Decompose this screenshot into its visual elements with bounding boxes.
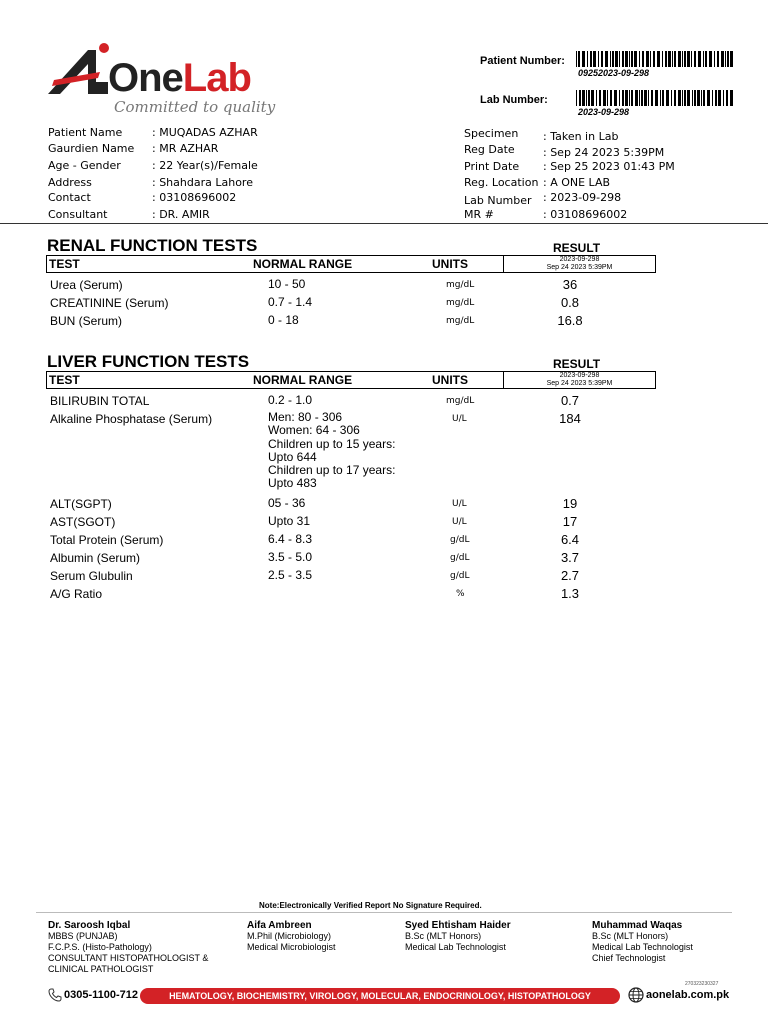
result-value: 184 (559, 411, 581, 426)
barcode-bar (607, 90, 608, 106)
barcode-bar (601, 51, 603, 67)
signatory-name: Muhammad Waqas (592, 920, 683, 931)
unit: g/dL (450, 535, 470, 545)
barcode-bar (709, 51, 712, 67)
test-name: CREATININE (Serum) (50, 296, 169, 310)
phone-icon (48, 988, 62, 1002)
barcode-bar (576, 90, 577, 106)
info-value: : 2023-09-298 (543, 191, 622, 204)
barcode-bar (672, 51, 673, 67)
barcode-bar (730, 51, 733, 67)
barcode-bar (714, 51, 715, 67)
info-label: Patient Name (48, 126, 123, 139)
test-name: BILIRUBIN TOTAL (50, 394, 150, 408)
result-id: 2023-09-298 (559, 256, 600, 263)
result-column-box (503, 255, 656, 273)
barcode-bar (684, 90, 686, 106)
test-name: AST(SGOT) (50, 515, 116, 529)
barcode-bar (660, 90, 661, 106)
barcode-bar (651, 90, 653, 106)
info-label: Age - Gender (48, 159, 121, 172)
info-value: : Sep 24 2023 5:39PM (543, 146, 665, 159)
barcode-bar (668, 51, 671, 67)
signatory-line: B.Sc (MLT Honors) (405, 931, 482, 941)
patient-barcode (576, 51, 734, 67)
range-line: Women: 64 - 306 (268, 423, 360, 438)
barcode-bar (631, 90, 633, 106)
result-date: Sep 24 2023 5:39PM (546, 380, 613, 387)
signatory-line: CLINICAL PATHOLOGIST (48, 964, 154, 974)
info-label: Reg. Location (464, 176, 539, 189)
col-normal-range: NORMAL RANGE (253, 257, 353, 271)
test-name: ALT(SGPT) (50, 497, 112, 511)
normal-range: 05 - 36 (268, 496, 306, 510)
barcode-bar (596, 90, 597, 106)
barcode-bar (644, 90, 647, 106)
unit: mg/dL (446, 316, 475, 326)
barcode-bar (665, 51, 667, 67)
barcode-bar (662, 90, 664, 106)
logo (44, 42, 284, 122)
barcode-bar (682, 90, 683, 106)
normal-range (268, 411, 395, 491)
normal-range: 0.2 - 1.0 (268, 393, 313, 407)
barcode-bar (598, 51, 599, 67)
renal-section-title: RENAL FUNCTION TESTS (47, 236, 258, 255)
info-label: Specimen (464, 127, 519, 140)
signatory (592, 920, 693, 964)
barcode-bar (629, 90, 630, 106)
info-value: : DR. AMIR (152, 208, 210, 221)
col-test: TEST (49, 257, 80, 271)
unit: mg/dL (446, 280, 475, 290)
barcode-bar (674, 51, 676, 67)
result-value: 2.7 (560, 568, 580, 583)
barcode-bar (687, 51, 690, 67)
unit: mg/dL (446, 298, 475, 308)
logo-brand (108, 56, 251, 101)
barcode-bar (586, 90, 587, 106)
barcode-bar (712, 90, 713, 106)
signatory-name: Syed Ehtisham Haider (405, 920, 511, 931)
signatory-line: F.C.P.S. (Histo-Pathology) (48, 942, 152, 952)
barcode-bar (599, 90, 601, 106)
normal-range: 6.4 - 8.3 (268, 532, 313, 546)
result-date: Sep 24 2023 5:39PM (546, 264, 613, 271)
barcode-bar (576, 51, 577, 67)
signatory-line: CONSULTANT HISTOPATHOLOGIST & (48, 953, 209, 963)
barcode-bar (591, 90, 594, 106)
range-line: Upto 644 (268, 449, 317, 464)
info-label: Lab Number (464, 194, 532, 207)
barcode-bar (730, 90, 733, 106)
barcode-bar (631, 51, 633, 67)
barcode-bar (648, 90, 649, 106)
normal-range: 0.7 - 1.4 (268, 295, 313, 309)
col-units: UNITS (432, 257, 468, 271)
info-label: MR # (464, 208, 494, 221)
barcode-bar (705, 51, 707, 67)
unit: U/L (452, 517, 467, 527)
range-line: Children up to 17 years: (268, 463, 396, 478)
col-units: UNITS (432, 373, 468, 387)
barcode-bar (582, 51, 585, 67)
liver-table-header (46, 371, 656, 389)
col-normal-range: NORMAL RANGE (253, 373, 353, 387)
barcode-bar (697, 90, 700, 106)
barcode-bar (610, 51, 611, 67)
unit: g/dL (450, 571, 470, 581)
barcode-bar (588, 90, 590, 106)
header-divider (0, 223, 768, 224)
info-label: Gaurdien Name (48, 142, 135, 155)
barcode-bar (639, 90, 640, 106)
barcode-bar (678, 90, 681, 106)
barcode-bar (603, 90, 606, 106)
patient-number-label: Patient Number: (480, 55, 565, 67)
barcode-bar (703, 51, 704, 67)
info-label: Contact (48, 191, 91, 204)
result-column-box (503, 371, 656, 389)
liver-section-title: LIVER FUNCTION TESTS (47, 352, 250, 371)
renal-table-header (46, 255, 656, 273)
unit: g/dL (450, 553, 470, 563)
info-value: : Taken in Lab (543, 130, 619, 143)
logo-brand-prefix: One (108, 56, 183, 100)
signatory-line: B.Sc (MLT Honors) (592, 931, 669, 941)
barcode-bar (629, 51, 630, 67)
test-name: Serum Glubulin (50, 569, 133, 583)
barcode-bar (717, 51, 719, 67)
barcode-bar (687, 90, 690, 106)
unit: % (456, 589, 465, 599)
signatory-line: Chief Technologist (592, 953, 666, 963)
signatory (247, 920, 336, 953)
barcode-bar (678, 51, 681, 67)
barcode-bar (715, 90, 717, 106)
unit: mg/dL (446, 396, 475, 406)
barcode-bar (671, 90, 672, 106)
barcode-bar (619, 90, 620, 106)
signatory-name: Aifa Ambreen (247, 920, 312, 931)
liver-result-heading: RESULT (553, 357, 601, 371)
range-line: Men: 80 - 306 (268, 410, 343, 424)
barcode-bar (684, 51, 686, 67)
info-value: : MR AZHAR (152, 142, 219, 155)
test-name: BUN (Serum) (50, 314, 123, 328)
barcode-bar (653, 51, 655, 67)
result-value: 36 (562, 277, 578, 292)
signatory (48, 920, 208, 975)
test-name: Total Protein (Serum) (50, 533, 164, 547)
unit: U/L (452, 499, 467, 509)
normal-range: 10 - 50 (268, 277, 306, 291)
barcode-bar (578, 51, 580, 67)
renal-result-heading: RESULT (553, 241, 601, 255)
test-name: A/G Ratio (50, 587, 103, 601)
barcode-bar (694, 90, 696, 106)
test-name: Alkaline Phosphatase (Serum) (50, 412, 213, 426)
footer-phone: 0305-1100-712 (64, 989, 139, 1001)
info-value: : Sep 25 2023 01:43 PM (543, 160, 675, 173)
barcode-bar (694, 51, 696, 67)
test-name: Albumin (Serum) (50, 551, 141, 565)
barcode-bar (703, 90, 705, 106)
barcode-bar (582, 90, 585, 106)
normal-range: 0 - 18 (268, 313, 299, 327)
departments-banner: HEMATOLOGY, BIOCHEMISTRY, VIROLOGY, MOLECULAR, ENDOCRINOLOGY, HISTOPATHOLOGY (140, 988, 620, 1004)
range-line: Children up to 15 years: (268, 436, 396, 451)
barcode-bar (587, 51, 588, 67)
barcode-bar (625, 51, 628, 67)
barcode-bar (723, 90, 724, 106)
barcode-bar (614, 90, 617, 106)
info-value: : 03108696002 (543, 208, 628, 221)
barcode-bar (657, 51, 660, 67)
result-id: 2023-09-298 (559, 372, 600, 379)
barcode-bar (646, 51, 649, 67)
info-value: : Shahdara Lahore (152, 176, 253, 189)
barcode-bar (650, 51, 651, 67)
normal-range: 2.5 - 3.5 (268, 568, 313, 582)
info-value: : 03108696002 (152, 191, 237, 204)
info-label: Consultant (48, 208, 108, 221)
signatory-line: Medical Lab Technologist (592, 942, 693, 952)
test-name: Urea (Serum) (50, 278, 123, 292)
result-value: 6.4 (560, 532, 580, 547)
barcode-bar (619, 51, 620, 67)
footer-divider (36, 912, 732, 913)
barcode-bar (691, 51, 692, 67)
barcode-bar (615, 51, 618, 67)
normal-range: 3.5 - 5.0 (268, 550, 313, 564)
barcode-bar (590, 51, 592, 67)
barcode-bar (622, 51, 624, 67)
result-value: 1.3 (560, 586, 580, 601)
range-line: Upto 483 (268, 476, 317, 491)
barcode-bar (726, 90, 728, 106)
barcode-bar (701, 90, 702, 106)
globe-icon (628, 987, 644, 1003)
barcode-bar (718, 90, 721, 106)
col-test: TEST (49, 373, 80, 387)
barcode-bar (612, 51, 614, 67)
result-value: 0.8 (560, 295, 580, 310)
result-value: 16.8 (557, 313, 583, 328)
signatory-line: Medical Lab Technologist (405, 942, 506, 952)
barcode-bar (635, 90, 638, 106)
barcode-bar (692, 90, 693, 106)
logo-brand-suffix: Lab (182, 56, 251, 100)
barcode-bar (622, 90, 624, 106)
barcode-bar (579, 90, 581, 106)
barcode-bar (698, 51, 701, 67)
barcode-bar (639, 51, 640, 67)
barcode-bar (655, 90, 658, 106)
barcode-bar (725, 51, 726, 67)
lab-number-value: 2023-09-298 (578, 107, 630, 117)
logo-tagline: Committed to quality (114, 98, 276, 116)
barcode-bar (593, 51, 596, 67)
signatory (405, 920, 511, 953)
info-value: : A ONE LAB (543, 176, 611, 189)
barcode-bar (642, 51, 644, 67)
verification-note: Note:Electronically Verified Report No Signature Required. (259, 901, 482, 910)
barcode-bar (727, 51, 729, 67)
signatory-line: M.Phil (Microbiology) (247, 931, 332, 941)
barcode-bar (674, 90, 676, 106)
signatory-name: Dr. Saroosh Iqbal (48, 920, 131, 931)
logo-a-mark-icon (44, 42, 116, 98)
barcode-bar (610, 90, 612, 106)
barcode-bar (605, 51, 608, 67)
barcode-bar (682, 51, 683, 67)
result-value: 0.7 (560, 393, 580, 408)
lab-number-label: Lab Number: (480, 94, 548, 106)
result-value: 3.7 (560, 550, 580, 565)
barcode-bar (634, 51, 637, 67)
info-label: Reg Date (464, 143, 515, 156)
unit: U/L (452, 414, 467, 424)
result-value: 19 (562, 496, 578, 511)
report-code: 270323230327 (685, 981, 719, 987)
barcode-bar (721, 51, 724, 67)
barcode-bar (666, 90, 669, 106)
normal-range: Upto 31 (268, 514, 311, 528)
result-value: 17 (562, 514, 578, 529)
footer-website: aonelab.com.pk (646, 989, 730, 1001)
barcode-bar (662, 51, 663, 67)
info-value: : 22 Year(s)/Female (152, 159, 258, 172)
barcode-bar (625, 90, 628, 106)
signatory-line: Medical Microbiologist (247, 942, 336, 952)
info-value: : MUQADAS AZHAR (152, 126, 258, 139)
signatory-line: MBBS (PUNJAB) (48, 931, 118, 941)
patient-number-value: 09252023-09-298 (578, 68, 650, 78)
info-label: Print Date (464, 160, 520, 173)
info-label: Address (48, 176, 92, 189)
barcode-bar (641, 90, 643, 106)
barcode-bar (707, 90, 710, 106)
lab-barcode (576, 90, 734, 106)
